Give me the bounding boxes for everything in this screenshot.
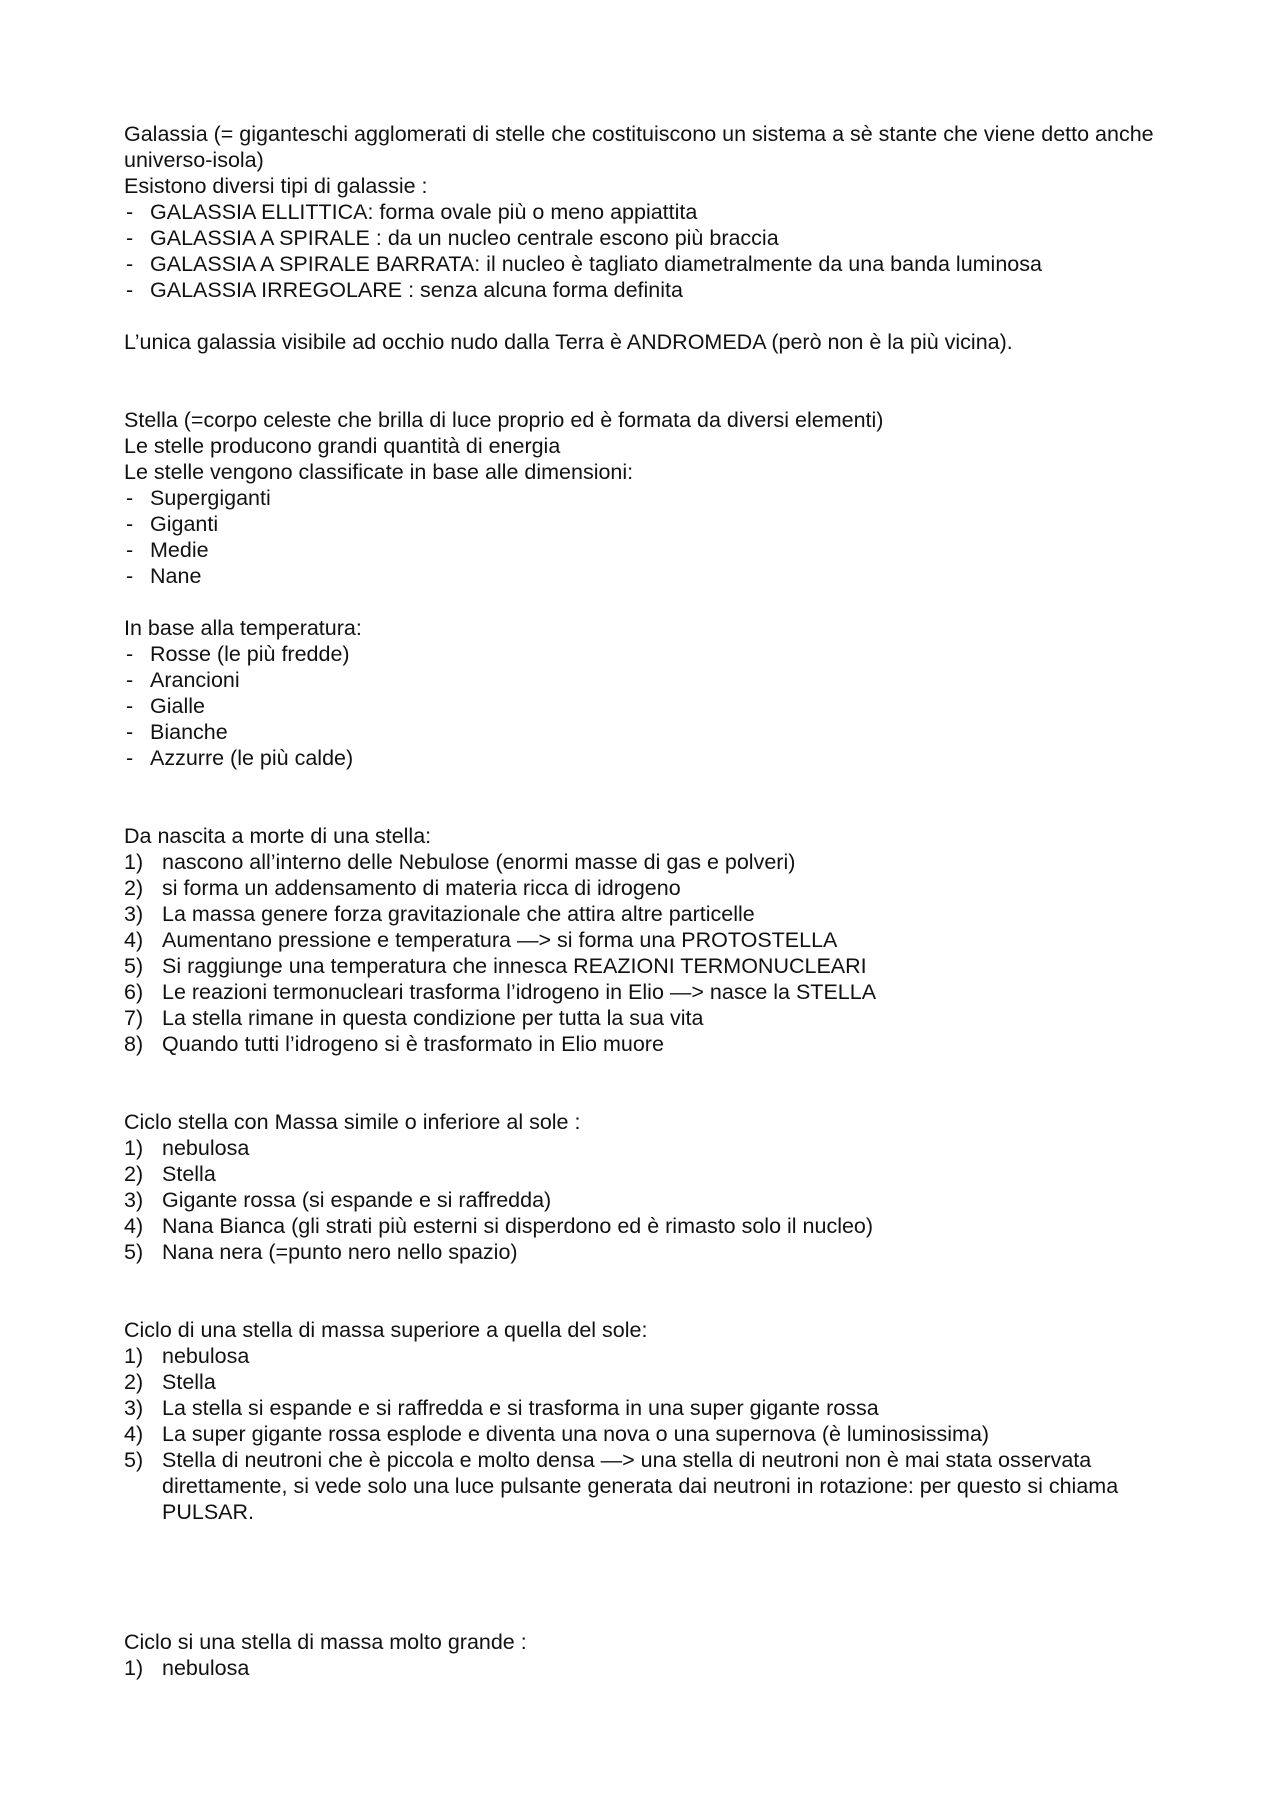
list-item <box>124 1161 1164 1187</box>
step-number: 2) <box>124 1162 144 1186</box>
list-item: - GALASSIA ELLITTICA: forma ovale più o meno appiattita <box>124 199 1164 225</box>
list-item: - Giganti <box>124 511 1164 537</box>
list-item: - Medie <box>124 537 1164 563</box>
list-item <box>124 1655 1164 1681</box>
step-text: Stella <box>162 1370 216 1394</box>
list-item <box>124 1187 1164 1213</box>
nascita-steps-list <box>124 849 1164 1057</box>
list-item: - Nane <box>124 563 1164 589</box>
ciclo-superiore-steps-list <box>124 1343 1164 1525</box>
step-number: 6) <box>124 980 144 1004</box>
step-number: 3) <box>124 1396 144 1420</box>
step-text: Nana Bianca (gli strati più esterni si disperdono ed è rimasto solo il nucleo) <box>162 1214 874 1238</box>
step-text: Aumentano pressione e temperatura —> si forma una PROTOSTELLA <box>162 928 838 952</box>
list-item <box>124 927 1164 953</box>
step-text: nebulosa <box>162 1344 250 1368</box>
list-item: - Azzurre (le più calde) <box>124 745 1164 771</box>
step-number: 4) <box>124 928 144 952</box>
step-number: 8) <box>124 1032 144 1056</box>
step-number: 4) <box>124 1422 144 1446</box>
list-item <box>124 1369 1164 1395</box>
galassia-types-heading: Esistono diversi tipi di galassie : <box>124 174 428 198</box>
step-text: Stella <box>162 1162 216 1186</box>
step-text: La stella si espande e si raffredda e si trasforma in una super gigante rossa <box>162 1396 879 1420</box>
ciclo-superiore-heading: Ciclo di una stella di massa superiore a quella del sole: <box>124 1318 648 1342</box>
step-number: 1) <box>124 1656 144 1680</box>
list-item <box>124 1213 1164 1239</box>
nascita-heading: Da nascita a morte di una stella: <box>124 824 432 848</box>
stella-energy: Le stelle producono grandi quantità di energia <box>124 434 561 458</box>
step-text: Quando tutti l’idrogeno si è trasformato in Elio muore <box>162 1032 664 1056</box>
ciclo-simile-heading: Ciclo stella con Massa simile o inferiore al sole : <box>124 1110 581 1134</box>
list-item <box>124 1447 1164 1525</box>
stella-dimension-heading: Le stelle vengono classificate in base alle dimensioni: <box>124 460 634 484</box>
step-number: 2) <box>124 1370 144 1394</box>
list-item: - Supergiganti <box>124 485 1164 511</box>
step-number: 1) <box>124 850 144 874</box>
step-text: La massa genere forza gravitazionale che attira altre particelle <box>162 902 755 926</box>
ciclo-simile-steps-list <box>124 1135 1164 1265</box>
list-item: - GALASSIA A SPIRALE BARRATA: il nucleo è tagliato diametralmente da una banda luminosa <box>124 251 1164 277</box>
list-item: - GALASSIA A SPIRALE : da un nucleo centrale escono più braccia <box>124 225 1164 251</box>
step-text: Si raggiunge una temperatura che innesca REAZIONI TERMONUCLEARI <box>162 954 867 978</box>
step-number: 7) <box>124 1006 144 1030</box>
list-item <box>124 901 1164 927</box>
list-item <box>124 1031 1164 1057</box>
step-text: nebulosa <box>162 1136 250 1160</box>
list-item: - GALASSIA IRREGOLARE : senza alcuna forma definita <box>124 277 1164 303</box>
stella-temperature-heading: In base alla temperatura: <box>124 616 362 640</box>
stella-dimension-list <box>124 485 1164 589</box>
step-number: 2) <box>124 876 144 900</box>
stella-intro: Stella (=corpo celeste che brilla di luce proprio ed è formata da diversi elementi) <box>124 408 884 432</box>
step-text: nascono all’interno delle Nebulose (enormi masse di gas e polveri) <box>162 850 796 874</box>
list-item <box>124 1005 1164 1031</box>
galassia-types-list <box>124 199 1164 303</box>
list-item <box>124 1135 1164 1161</box>
list-item: - Rosse (le più fredde) <box>124 641 1164 667</box>
list-item <box>124 1239 1164 1265</box>
step-number: 5) <box>124 954 144 978</box>
step-text: si forma un addensamento di materia ricca di idrogeno <box>162 876 681 900</box>
step-number: 4) <box>124 1214 144 1238</box>
step-number: 1) <box>124 1344 144 1368</box>
list-item <box>124 1343 1164 1369</box>
step-number: 5) <box>124 1448 144 1472</box>
list-item <box>124 1395 1164 1421</box>
step-number: 1) <box>124 1136 144 1160</box>
list-item <box>124 953 1164 979</box>
step-text: nebulosa <box>162 1656 250 1680</box>
stella-temperature-list <box>124 641 1164 771</box>
step-text: La stella rimane in questa condizione per tutta la sua vita <box>162 1006 704 1030</box>
list-item <box>124 875 1164 901</box>
step-text: La super gigante rossa esplode e diventa una nova o una supernova (è luminosissima) <box>162 1422 990 1446</box>
list-item: - Bianche <box>124 719 1164 745</box>
step-number: 5) <box>124 1240 144 1264</box>
list-item <box>124 979 1164 1005</box>
step-text: Stella di neutroni che è piccola e molto densa —> una stella di neutroni non è mai stata osservata direttamente, si vede solo una luce pulsante generata dai neutroni in rotazione: per questo si chiama PULSAR. <box>162 1448 1119 1524</box>
ciclo-grande-heading: Ciclo si una stella di massa molto grande : <box>124 1630 527 1654</box>
galassia-note: L’unica galassia visibile ad occhio nudo dalla Terra è ANDROMEDA (però non è la più vicina). <box>124 330 1013 354</box>
list-item: - Gialle <box>124 693 1164 719</box>
step-number: 3) <box>124 1188 144 1212</box>
list-item <box>124 1421 1164 1447</box>
list-item: - Arancioni <box>124 667 1164 693</box>
step-text: Nana nera (=punto nero nello spazio) <box>162 1240 518 1264</box>
document-page <box>124 121 1164 1681</box>
step-text: Le reazioni termonucleari trasforma l’idrogeno in Elio —> nasce la STELLA <box>162 980 877 1004</box>
ciclo-grande-steps-list <box>124 1655 1164 1681</box>
step-text: Gigante rossa (si espande e si raffredda) <box>162 1188 552 1212</box>
list-item <box>124 849 1164 875</box>
galassia-intro: Galassia (= giganteschi agglomerati di stelle che costituiscono un sistema a sè stante che viene detto anche universo-isola) <box>124 122 1154 172</box>
step-number: 3) <box>124 902 144 926</box>
